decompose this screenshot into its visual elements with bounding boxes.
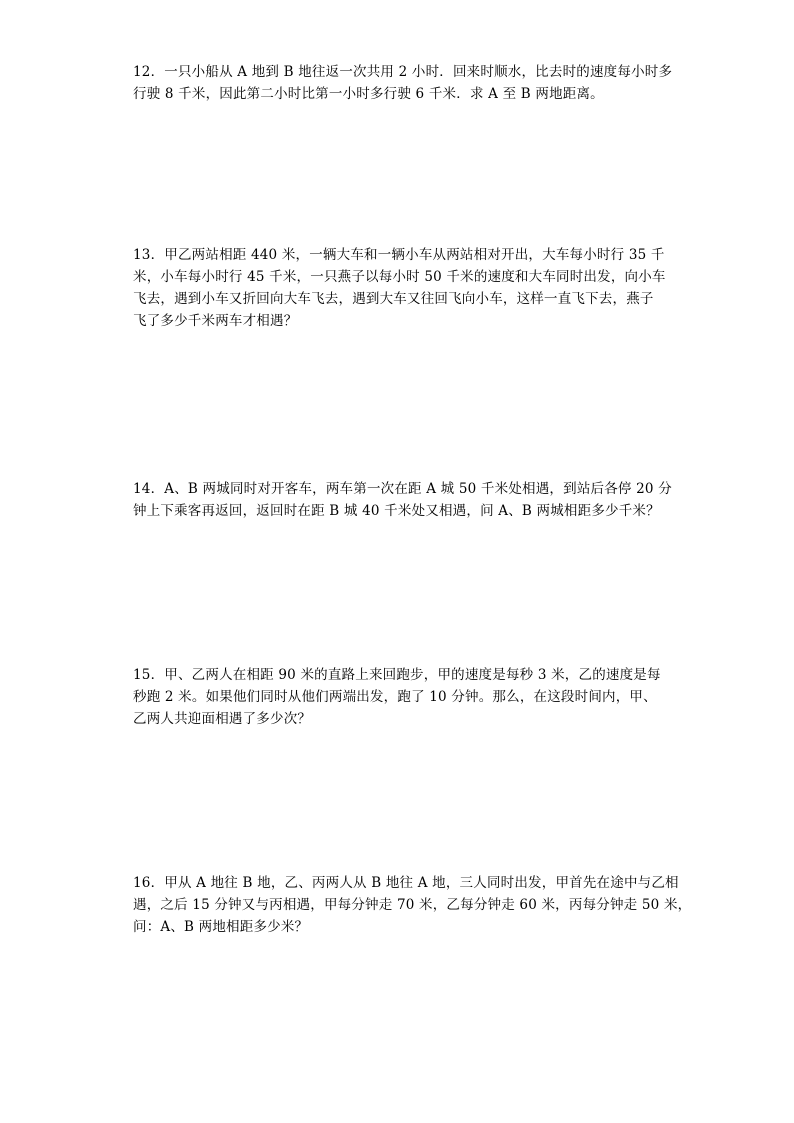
question-line: 行驶 8 千米，因此第二小时比第一小时多行驶 6 千米．求 A 至 B 两地距离。 [133, 86, 604, 102]
question-line: 问：A、B 两地相距多少米？ [133, 919, 309, 935]
question-line: 15．甲、乙两人在相距 90 米的直路上来回跑步，甲的速度是每秒 3 米，乙的速度是每 [133, 667, 661, 683]
question-13 [133, 244, 673, 332]
question-line: 乙两人共迎面相遇了多少次？ [133, 711, 312, 727]
question-line: 钟上下乘客再返回，返回时在距 B 城 40 千米处又相遇，问 A、B 两城相距多少千米？ [133, 503, 660, 519]
question-line: 飞了多少千米两车才相遇？ [133, 313, 298, 329]
question-line: 秒跑 2 米。如果他们同时从他们两端出发，跑了 10 分钟。那么，在这段时间内，甲、 [133, 689, 657, 705]
question-line: 米，小车每小时行 45 千米，一只燕子以每小时 50 千米的速度和大车同时出发，向小车 [133, 269, 666, 285]
question-16 [133, 872, 692, 938]
question-line: 遇，之后 15 分钟又与丙相遇，甲每分钟走 70 米，乙每分钟走 60 米，丙每分钟走 50 米， [133, 897, 692, 913]
question-15 [133, 664, 673, 730]
question-line: 飞去，遇到小车又折回向大车飞去，遇到大车又往回飞向小车，这样一直飞下去，燕子 [133, 291, 654, 307]
question-line: 13．甲乙两站相距 440 米，一辆大车和一辆小车从两站相对开出，大车每小时行 35 千 [133, 247, 665, 263]
question-line: 12．一只小船从 A 地到 B 地往返一次共用 2 小时．回来时顺水，比去时的速度每小时多 [133, 64, 673, 80]
question-14 [133, 478, 673, 522]
question-line: 16．甲从 A 地往 B 地，乙、丙两人从 B 地往 A 地，三人同时出发，甲首先在途中与乙相 [133, 875, 679, 891]
question-12 [133, 61, 673, 105]
question-line: 14．A、B 两城同时对开客车，两车第一次在距 A 城 50 千米处相遇，到站后各停 20 分 [133, 481, 672, 497]
